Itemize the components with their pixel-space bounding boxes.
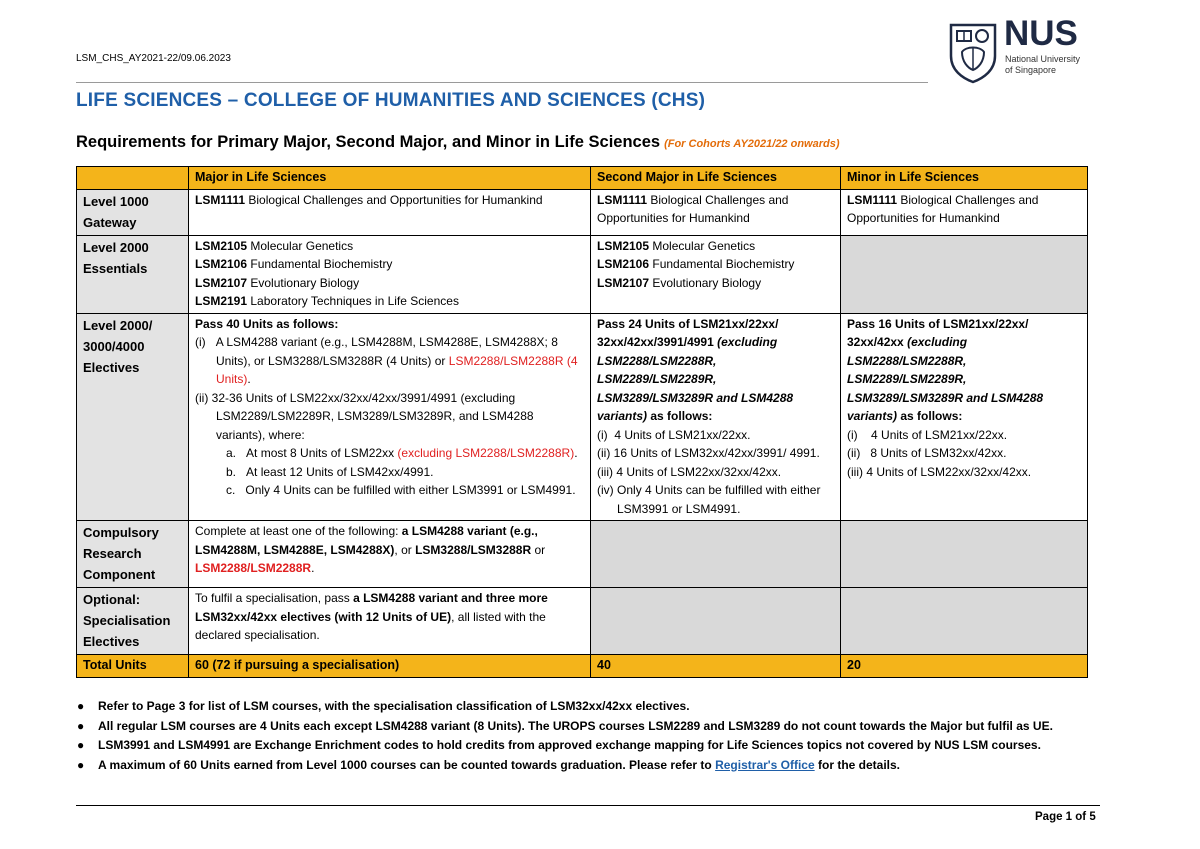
essentials-second-major: LSM2105 Molecular Genetics LSM2106 Fundamental Biochemistry LSM2107 Evolutionary Biology bbox=[591, 235, 841, 313]
electives-minor: Pass 16 Units of LSM21xx/22xx/ 32xx/42xx (excluding LSM2288/LSM2288R, LSM2289/LSM2289R, LSM3289/LSM3289R and LSM4288 variants) as follows: (i) 4 Units of LSM21xx/22xx. (ii) 8 Units of LSM32xx/42xx. (iii) 4 Units of LSM22xx/32xx/42xx. bbox=[841, 313, 1088, 521]
specialisation-minor-empty bbox=[841, 588, 1088, 655]
requirements-table bbox=[76, 166, 1088, 678]
header-second-major: Second Major in Life Sciences bbox=[591, 167, 841, 190]
row-research bbox=[77, 521, 1088, 588]
nus-wordmark: NUS bbox=[1004, 14, 1078, 53]
header-major: Major in Life Sciences bbox=[189, 167, 591, 190]
row-total-units bbox=[77, 655, 1088, 678]
page-title: LIFE SCIENCES – COLLEGE OF HUMANITIES AND SCIENCES (CHS) bbox=[76, 90, 706, 111]
page-number: Page 1 of 5 bbox=[1035, 811, 1096, 823]
nus-logo bbox=[948, 14, 1088, 88]
document-code: LSM_CHS_AY2021-22/09.06.2023 bbox=[76, 53, 231, 64]
total-units-major: 60 (72 if pursuing a specialisation) bbox=[189, 655, 591, 678]
cohort-note: (For Cohorts AY2021/22 onwards) bbox=[664, 138, 840, 150]
bullet-icon: ● bbox=[77, 718, 85, 733]
total-units-label: Total Units bbox=[77, 655, 189, 678]
total-units-minor: 20 bbox=[841, 655, 1088, 678]
gateway-major: LSM1111 Biological Challenges and Opportunities for Humankind bbox=[189, 189, 591, 235]
table-header-row bbox=[77, 167, 1088, 190]
essentials-major: LSM2105 Molecular Genetics LSM2106 Fundamental Biochemistry LSM2107 Evolutionary Biology LSM2191 Laboratory Techniques in Life Sciences bbox=[189, 235, 591, 313]
page-subtitle: Requirements for Primary Major, Second Major, and Minor in Life Sciences (For Cohorts AY2021/22 onwards) bbox=[76, 133, 840, 151]
header-blank bbox=[77, 167, 189, 190]
specialisation-major: To fulfil a specialisation, pass a LSM4288 variant and three more LSM32xx/42xx electives (with 12 Units of UE), all listed with the declared specialisation. bbox=[189, 588, 591, 655]
bullet-icon: ● bbox=[77, 738, 85, 752]
registrars-office-link[interactable]: Registrar's Office bbox=[715, 757, 815, 772]
list-item: ● LSM3991 and LSM4991 are Exchange Enrichment codes to hold credits from approved exchange mapping for Life Sciences topics not covered by NUS LSM courses. bbox=[76, 736, 1106, 756]
research-major: Complete at least one of the following: a LSM4288 variant (e.g., LSM4288M, LSM4288E, LSM4288X), or LSM3288/LSM3288R or LSM2288/LSM2288R. bbox=[189, 521, 591, 588]
header-minor: Minor in Life Sciences bbox=[841, 167, 1088, 190]
list-item: ● A maximum of 60 Units earned from Level 1000 courses can be counted towards graduation. Please refer to Registrar's Office for the details. bbox=[76, 756, 1106, 776]
row-essentials bbox=[77, 235, 1088, 313]
footer-divider bbox=[76, 805, 1100, 806]
row-label-specialisation: Optional: Specialisation Electives bbox=[77, 588, 189, 655]
list-item: ● Refer to Page 3 for list of LSM courses, with the specialisation classification of LSM32xx/42xx electives. bbox=[76, 697, 1106, 717]
notes-list bbox=[76, 697, 1106, 775]
gateway-second-major: LSM1111 Biological Challenges and Opportunities for Humankind bbox=[591, 189, 841, 235]
row-electives bbox=[77, 313, 1088, 521]
header-divider bbox=[76, 82, 928, 83]
row-label-gateway: Level 1000 Gateway bbox=[77, 189, 189, 235]
research-second-major-empty bbox=[591, 521, 841, 588]
bullet-icon: ● bbox=[77, 757, 85, 772]
row-specialisation bbox=[77, 588, 1088, 655]
nus-subtitle: National University of Singapore bbox=[1005, 54, 1081, 75]
electives-second-major: Pass 24 Units of LSM21xx/22xx/ 32xx/42xx/3991/4991 (excluding LSM2288/LSM2288R, LSM2289/LSM2289R, LSM3289/LSM3289R and LSM4288 variants) as follows: (i) 4 Units of LSM21xx/22xx. (ii) 16 Units of LSM32xx/42xx/3991/ 4991. (iii) 4 Units of LSM22xx/32xx/42xx. (iv) Only 4 Units can be fulfilled with either LSM3991 or LSM4991. bbox=[591, 313, 841, 521]
specialisation-second-major-empty bbox=[591, 588, 841, 655]
gateway-minor: LSM1111 Biological Challenges and Opportunities for Humankind bbox=[841, 189, 1088, 235]
electives-major: Pass 40 Units as follows: (i) A LSM4288 variant (e.g., LSM4288M, LSM4288E, LSM4288X; 8 Units), or LSM3288/LSM3288R (4 Units) or LSM2288/LSM2288R (4 Units). (ii) 32-36 Units of LSM22xx/32xx/42xx/3991/4991 (excluding LSM2289/LSM2289R, LSM3289/LSM3289R, and LSM4288 variants), where: a. At most 8 Units of LSM22xx (excluding LSM2288/LSM2288R). b. At least 12 Units of LSM42xx/4991. c. Only 4 Units can be fulfilled with either LSM3991 or LSM4991. bbox=[189, 313, 591, 521]
essentials-minor-empty bbox=[841, 235, 1088, 313]
row-label-research: Compulsory Research Component bbox=[77, 521, 189, 588]
bullet-icon: ● bbox=[77, 699, 85, 713]
row-gateway bbox=[77, 189, 1088, 235]
nus-crest-icon bbox=[948, 22, 998, 84]
total-units-second-major: 40 bbox=[591, 655, 841, 678]
research-minor-empty bbox=[841, 521, 1088, 588]
row-label-essentials: Level 2000 Essentials bbox=[77, 235, 189, 313]
list-item: ● All regular LSM courses are 4 Units each except LSM4288 variant (8 Units). The UROPS courses LSM2289 and LSM3289 do not count towards the Major but fulfil as UE. bbox=[76, 717, 1106, 737]
row-label-electives: Level 2000/ 3000/4000 Electives bbox=[77, 313, 189, 521]
